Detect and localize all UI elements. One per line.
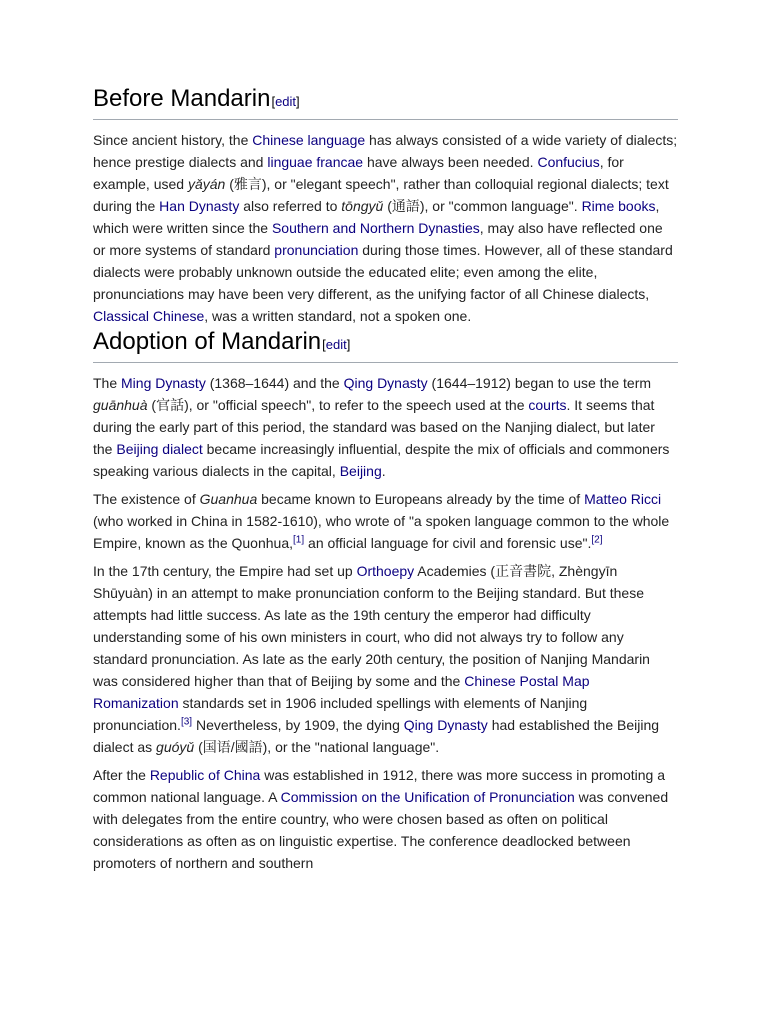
heading-text: Before Mandarin (93, 85, 271, 112)
link-republic-of-china[interactable]: Republic of China (149, 767, 261, 783)
link-linguae-francae[interactable]: linguae francae (267, 154, 364, 170)
article-body (93, 84, 678, 880)
link-commission-unification-pronunciation[interactable]: Commission on the Unification of Pronunciation (280, 789, 575, 805)
section-heading-before-mandarin (93, 84, 678, 120)
link-chinese-language[interactable]: Chinese language (252, 132, 366, 148)
paragraph: The existence of Guanhua became known to Europeans already by the time of Matteo Ricci (who worked in China in 1582-1610), who wrote of "a spoken language common to the whole Empire, known as the Quonhua,[1] an official language for civil and forensic use".[2] (93, 491, 670, 551)
link-beijing-dialect[interactable]: Beijing dialect (116, 441, 203, 457)
paragraph: After the Republic of China was established in 1912, there was more success in promoting a common national language. A Commission on the Unification of Pronunciation was convened with delegates from the entire country, who were chosen based as often on political considerations as often as on linguistic expertise. The conference deadlocked between promoters of northern and southern (93, 767, 669, 871)
link-pronunciation[interactable]: pronunciation (274, 242, 359, 258)
paragraph: In the 17th century, the Empire had set up Orthoepy Academies (正音書院, Zhèngyīn Shūyuàn) in an attempt to make pronunciation conform to the Beijing standard. But these attempts had little success. As late as the 19th century the emperor had difficulty understanding some of his own ministers in court, who did not always try to follow any standard pronunciation. As late as the early 20th century, the position of Nanjing Mandarin was considered higher than that of Beijing by some and the Chinese Postal Map Romanization standards set in 1906 included spellings with elements of Nanjing pronunciation.[3] Nevertheless, by 1909, the dying Qing Dynasty had established the Beijing dialect as guóyǔ (国语/國語), or the "national language". (93, 563, 660, 755)
reference-link[interactable]: [1] (293, 534, 305, 546)
link-qing-dynasty[interactable]: Qing Dynasty (343, 375, 428, 391)
link-beijing[interactable]: Beijing (339, 463, 382, 479)
link-han-dynasty[interactable]: Han Dynasty (159, 198, 240, 214)
paragraph: Since ancient history, the Chinese language has always consisted of a wide variety of dialects; hence prestige dialects and linguae francae have always been needed. Confucius, for example, used yǎyán (雅言), or "elegant speech", rather than colloquial regional dialects; text during the Han Dynasty also referred to tōngyǔ (通語), or "common language". Rime books, which were written since the Southern and Northern Dynasties, may also have reflected one or more systems of standard pronunciation during those times. However, all of these standard dialects were probably unknown outside the educated elite; even among the elite, pronunciations may have been very different, as the unifying factor of all Chinese dialects, Classical Chinese, was a written standard, not a spoken one. (93, 132, 678, 324)
link-rime-books[interactable]: Rime books (581, 198, 656, 214)
edit-section-link: [edit] (322, 337, 351, 352)
section-before-mandarin (93, 129, 678, 327)
link-chinese-postal-map-romanization[interactable]: Chinese Postal Map Romanization (93, 673, 590, 711)
section-heading-adoption-of-mandarin (93, 327, 678, 363)
paragraph: The Ming Dynasty (1368–1644) and the Qing Dynasty (1644–1912) began to use the term guānhuà (官話), or "official speech", to refer to the speech used at the courts. It seems that during the early part of this period, the standard was based on the Nanjing dialect, but later the Beijing dialect became increasingly influential, despite the mix of officials and commoners speaking various dialects in the capital, Beijing. (93, 375, 670, 479)
term-guoyu: guóyǔ (156, 739, 195, 755)
link-ming-dynasty[interactable]: Ming Dynasty (121, 375, 206, 391)
edit-link[interactable]: edit (275, 94, 297, 109)
edit-section-link: [edit] (271, 94, 300, 109)
heading-text: Adoption of Mandarin (93, 328, 322, 355)
term-tongyu: tōngyǔ (341, 198, 384, 214)
edit-link[interactable]: edit (325, 337, 347, 352)
link-classical-chinese[interactable]: Classical Chinese (93, 308, 205, 324)
term-guanhua: Guanhua (199, 491, 258, 507)
link-confucius[interactable]: Confucius (537, 154, 600, 170)
term-yayan: yǎyán (187, 176, 226, 192)
link-courts[interactable]: courts (528, 397, 567, 413)
term-guanhua: guānhuà (93, 397, 148, 413)
link-orthoepy[interactable]: Orthoepy (356, 563, 415, 579)
link-southern-northern-dynasties[interactable]: Southern and Northern Dynasties (271, 220, 480, 236)
reference-link[interactable]: [2] (591, 534, 603, 546)
link-matteo-ricci[interactable]: Matteo Ricci (584, 491, 662, 507)
link-qing-dynasty[interactable]: Qing Dynasty (403, 717, 488, 733)
reference-link[interactable]: [3] (180, 716, 193, 728)
section-adoption-of-mandarin (93, 372, 678, 874)
